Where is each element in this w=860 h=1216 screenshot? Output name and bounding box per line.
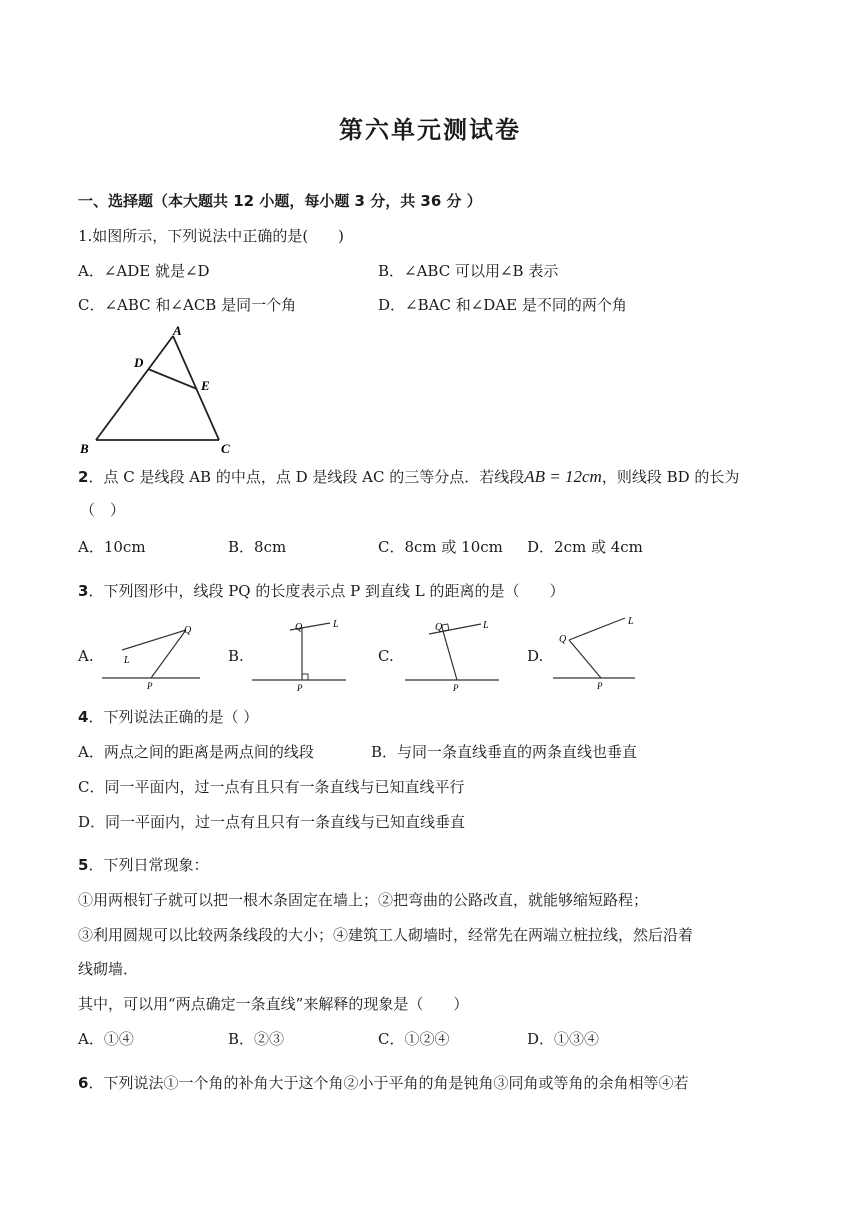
triangle-side-ab bbox=[96, 336, 173, 440]
q5-option-b: B．②③ bbox=[228, 1030, 285, 1048]
q5-line-3: 线砌墙． bbox=[78, 960, 139, 978]
label-p: P bbox=[147, 681, 153, 691]
label-d: D bbox=[134, 355, 144, 370]
line-l bbox=[569, 618, 625, 640]
label-l: L bbox=[628, 616, 634, 627]
label-l: L bbox=[124, 655, 130, 666]
right-angle-mark bbox=[442, 624, 449, 631]
q1-option-d: D．∠BAC 和∠DAE 是不同的两个角 bbox=[378, 296, 627, 314]
q3-stem bbox=[78, 581, 565, 601]
q2-stem-text: ．点 C 是线段 AB 的中点，点 D 是线段 AC 的三等分点．若线段 bbox=[88, 468, 525, 486]
label-c: C bbox=[221, 441, 230, 456]
q5-option-c: C．①②④ bbox=[378, 1030, 450, 1048]
q5-line-2: ③利用圆规可以比较两条线段的大小；④建筑工人砌墙时，经常先在两端立桩拉线，然后沿着 bbox=[78, 926, 694, 944]
section-heading: 一、选择题（本大题共 12 小题，每小题 3 分，共 36 分 ） bbox=[78, 192, 482, 210]
q5-line-1: ①用两根钉子就可以把一根木条固定在墙上；②把弯曲的公路改直，就能够缩短路程； bbox=[78, 891, 649, 909]
q1-option-b: B．∠ABC 可以用∠B 表示 bbox=[378, 262, 559, 280]
q3-option-a: A. bbox=[78, 647, 94, 665]
q1-option-c: C．∠ABC 和∠ACB 是同一个角 bbox=[78, 296, 297, 314]
segment-pq bbox=[569, 640, 601, 678]
q1-triangle-figure bbox=[76, 322, 246, 457]
q2-option-b: B．8cm bbox=[228, 538, 287, 556]
q3-option-c: C. bbox=[378, 647, 394, 665]
q2-stem bbox=[78, 467, 739, 487]
q5-number: 5 bbox=[78, 856, 89, 874]
q3-figure-a bbox=[100, 620, 204, 692]
q3-option-b: B. bbox=[228, 647, 244, 665]
q3-figure-b bbox=[250, 618, 350, 692]
label-q: Q bbox=[184, 625, 192, 636]
q3-number: 3 bbox=[78, 582, 89, 600]
q4-option-d: D．同一平面内，过一点有且只有一条直线与已知直线垂直 bbox=[78, 813, 466, 831]
q3-stem-text: ．下列图形中，线段 PQ 的长度表示点 P 到直线 L 的距离的是（ ） bbox=[88, 582, 565, 600]
q5-stem bbox=[78, 855, 208, 875]
segment-pq bbox=[151, 630, 186, 678]
q4-option-a: A．两点之间的距离是两点间的线段 bbox=[78, 743, 314, 761]
q4-option-c: C．同一平面内，过一点有且只有一条直线与已知直线平行 bbox=[78, 778, 465, 796]
label-p: P bbox=[297, 683, 303, 692]
label-a: A bbox=[173, 323, 182, 338]
q4-option-b: B．与同一条直线垂直的两条直线也垂直 bbox=[371, 743, 638, 761]
label-q: Q bbox=[559, 634, 567, 645]
q2-number: 2 bbox=[78, 468, 89, 486]
q6-stem bbox=[78, 1073, 688, 1093]
q5-stem-text: ．下列日常现象： bbox=[88, 856, 209, 874]
label-q: Q bbox=[435, 622, 443, 633]
label-q: Q bbox=[295, 622, 303, 633]
page-title: 第六单元测试卷 bbox=[339, 116, 521, 144]
q2-option-c: C．8cm 或 10cm bbox=[378, 538, 503, 556]
label-p: P bbox=[597, 681, 603, 691]
q5-option-d: D．①③④ bbox=[527, 1030, 600, 1048]
q4-stem bbox=[78, 707, 258, 727]
line-l bbox=[122, 630, 186, 650]
q1-stem: 1.如图所示，下列说法中正确的是( ) bbox=[78, 227, 345, 245]
q2-formula: AB = 12cm bbox=[524, 467, 602, 486]
q3-figure-d bbox=[551, 614, 639, 692]
q5-line-4: 其中，可以用“两点确定一条直线”来解释的现象是（ ） bbox=[78, 995, 469, 1013]
label-b: B bbox=[80, 441, 89, 456]
q4-stem-text: ．下列说法正确的是（ ） bbox=[88, 708, 259, 726]
q2-stem-tail: ，则线段 BD 的长为 bbox=[601, 468, 740, 486]
q1-option-a: A．∠ADE 就是∠D bbox=[78, 262, 210, 280]
q2-answer-paren: （ ） bbox=[80, 501, 126, 519]
q6-stem-text: ．下列说法①一个角的补角大于这个角②小于平角的角是钝角③同角或等角的余角相等④若 bbox=[88, 1074, 689, 1092]
label-l: L bbox=[333, 619, 339, 630]
label-p: P bbox=[453, 683, 459, 692]
q2-option-a: A．10cm bbox=[78, 538, 146, 556]
q3-option-d: D. bbox=[527, 647, 544, 665]
right-angle-mark bbox=[302, 674, 308, 680]
q6-number: 6 bbox=[78, 1074, 89, 1092]
q5-option-a: A．①④ bbox=[78, 1030, 134, 1048]
q2-option-d: D．2cm 或 4cm bbox=[527, 538, 643, 556]
segment-pq bbox=[443, 631, 457, 680]
label-e: E bbox=[201, 378, 210, 393]
label-l: L bbox=[483, 620, 489, 631]
q3-figure-c bbox=[403, 618, 503, 692]
q4-number: 4 bbox=[78, 708, 89, 726]
